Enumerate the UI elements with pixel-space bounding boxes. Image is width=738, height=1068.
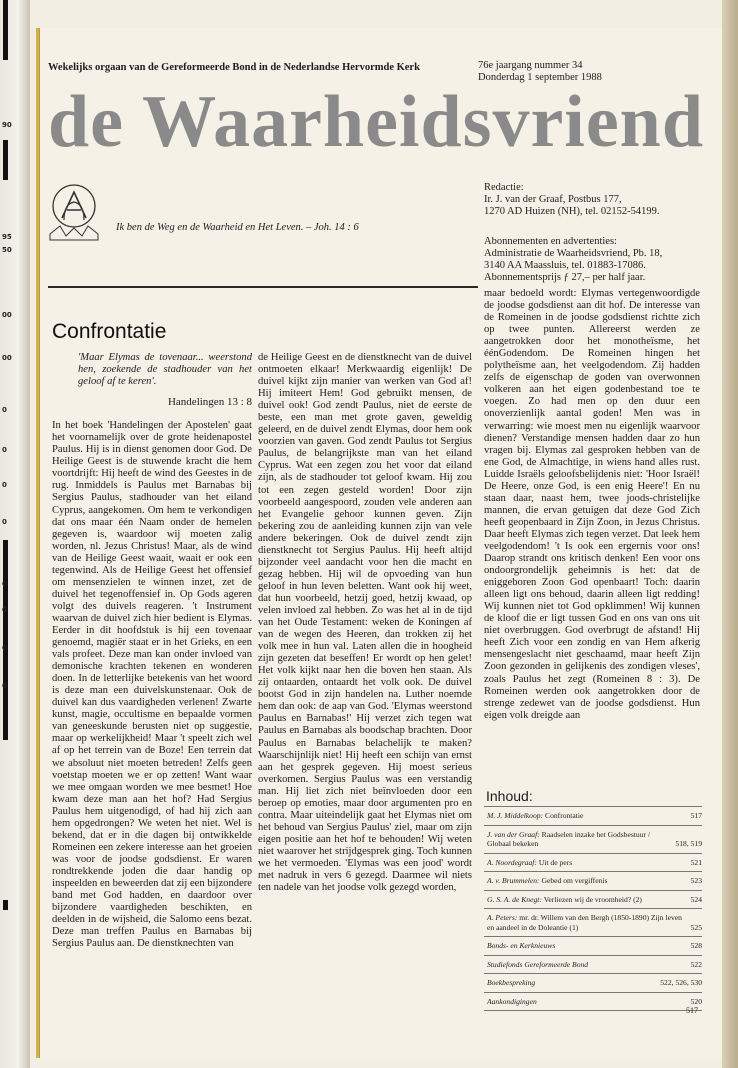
binding-strip [3,540,8,740]
article-text: maar bedoeld wordt: Elymas vertegenwoordigde de joodse godsdienst aan dit hof. De interesse van de Romeinen in de joodse godsdienst richtte zich op twee punten. Allereerst werden ze aangetrokken door het monotheïsme, het éénGodendom. De Romeinen hingen het polytheïsme aan, het veelgodendom. Zij hadden zelfs de eigenschap de goden van overwonnen volkeren aan het eigen godenbestand toe te voegen. Zo had men op den duur een onoverzienlijk aantal goden! Men was in verwarring: wie moest men nu eigenlijk waarvoor dienen? Verstandige mensen hadden daar zo hun vragen bij. Elymas zal gesproken hebben van de ene God, de Almachtige, in wiens hand alles rust. Luidde Israëls geloofsbelijdenis niet: 'Hoor Israël! De Heere, onze God, is een enig Heere'! En nu staan daar, naast hem, twee joods-christelijke mannen, die ervan getuigen dat deze God Zich heeft geopenbaard in Zijn Zoon, in Jezus Christus. Daar heeft Elymas zich tegen verzet. Dat leek hem veelgodendom! 't Is ook een ergernis voor ons! Daarop strandt ons kritisch denken! Een voor ons ondoorgrondelijk geheimnis is het: dat de eniggeboren Zoon God openbaart! Toch: daarin alleen ligt ons behoud, daarin alleen ligt redding! Wij kunnen niet tot God opklimmen! Wij kunnen de kloof die er ligt tussen God en ons van ons uit niet overbruggen. God overbrugt de afstand! Hij heeft Zich voor een zondig en van Hem afkerig mensengeslacht niet geschaamd, maar heeft Zijn Zoon gezonden in gelijkenis des zondigen vleses', zoals Paulus het zegt (Romeinen 8 : 3). De Romeinen werden ook aangetrokken door de strenge zedewet van de joodse godsdienst. Hun eigen volk dreigde aan [484,288,700,721]
binding-mark: 0 [2,481,7,489]
page-edge [722,0,738,1068]
article-column-1 [52,352,252,950]
article-column-3 [484,288,700,722]
masthead-tagline: Wekelijks orgaan van de Gereformeerde Bond in de Nederlandse Hervormde Kerk [48,62,420,73]
issue-date: Donderdag 1 september 1988 [478,72,602,83]
article-text: de Heilige Geest en de dienstknecht van de duivel ontmoeten elkaar! Merkwaardig eigenlijk! De duivel kijkt zijn manier van werken van God af! Hij imiteert Hem! God gebruikt mensen, de duivel ook! God zendt Paulus, niet de eerste de beste, een man met grote gaven, geweldig geleerd, en de duivel zendt Elymas, door hem ook voorzien van gaven. God zendt Paulus tot Sergius Paulus, de belangrijkste man van het eiland Cyprus. Wat een zegen zou het voor dat eiland zijn, als de stadhouder tot geloof kwam. Hij zou tot een zegen gesteld worden! Door zijn voorbeeld aangespoord, zouden vele anderen aan het Evangelie gehoor kunnen geven. Zijn bekering zou de aanleiding kunnen zijn van vele andere bekeringen. Ook de duivel zendt zijn dienstknecht tot Sergius Paulus. Hij heeft altijd bijzonder veel aandacht voor hen die macht en gezag hebben. Hij wil de opvoeding van hun geloof in hun leven beletten. Want ook hij weet, dat hun voorbeeld, hetzij goed, hetzij kwaad, op velen invloed zal hebben. Zo was het al in de tijd van het Oude Testament: weken de Koningen af van de wegen des Heeren, dan trokken zij het volk mee in hun val. Laten allen die in hoogheid zijn gezeten dat beseffen! Er wordt op hen gelet! Het volk kijkt naar hen die boven hen staan. Als zij ontaarden, ontaardt het volk ook. De duivel bootst God in zijn handelen na. Luther noemde hem dan ook: de aap van God. 'Elymas weerstond Paulus en Barnabas!' Hij verzet zich tegen wat Paulus en Barnabas als boodschap brachten. Door Paulus en Barnabas belachelijk te maken? Waarschijnlijk niet! Hij heeft een schijn van ernst aan het gesprek gegeven. Hij moest serieus overkomen. Sergius Paulus was een verstandig man. Hij liet zich niet beïnvloeden door een beroep op emoties, maar door argumenten pro en contra. Maar uiteindelijk gaat het Elymas niet om het behoud van Sergius Paulus' ziel, maar om zijn eigen positie aan het hof te behouden! Wij weten niet waarover het strijdgesprek ging. Toch kunnen we het vermoeden. 'Elymas was een jood' wordt met nadruk in vers 6 gezegd. Daarmee wil niets ten nadele van het joodse volk gezegd worden, [258,352,472,894]
binding-strip [3,900,8,910]
toc-item[interactable] [484,936,702,955]
toc-text: Boekbespreking [487,978,536,987]
issue-number: 76e jaargang nummer 34 [478,60,583,71]
toc-item[interactable] [484,908,702,936]
toc-item[interactable] [484,955,702,974]
page-number: 517 [686,1006,698,1015]
binding-mark: 0 [2,606,7,614]
toc-author: J. van der Graaf: [487,829,540,839]
article-title: Confrontatie [52,320,167,343]
toc-item[interactable] [484,992,702,1012]
toc-page: 528 [690,941,702,950]
toc-page: 517 [690,811,702,820]
toc-page: 523 [690,876,702,885]
binding-mark: 0 [2,446,7,454]
toc-item[interactable] [484,806,702,825]
binding-mark: 00 [2,311,12,319]
toc-text: Studiefonds Gereformeerde Bond [487,959,589,969]
article-epigraph: 'Maar Elymas de tovenaar... weerstond hen, zoekende de stadhouder van het geloof af te keren'. [78,352,252,388]
toc-page: 521 [690,857,702,867]
toc-page: 520 [690,996,702,1006]
binding-mark: 0 [2,518,7,526]
article-column-2 [258,352,472,894]
abonnementen-line: Administratie de Waarheidsvriend, Pb. 18, [484,248,663,259]
binding-mark: 00 [2,354,12,362]
toc-author: M. J. Middelkoop: [487,811,544,820]
binding-mark: 0 [2,580,7,588]
article-text: In het boek 'Handelingen der Apostelen' gaat het voornamelijk over de grote heidenapostel Paulus. Hij is in dienst genomen door God. De Heilige Geest is de stuwende kracht die hem voortdrijft: Hij heeft de wind des Geestes in de rug. Inmiddels is Paulus met Barnabas bij Sergius Paulus, stadhouder van het eiland Cyprus, aangekomen. Om hem te verkondigen dat ons maar één Naam onder de hemelen gegeven is, waardoor wij moeten zalig worden, nl. Jezus Christus! Maar, als de wind van de Heilige Geest waait, waait er ook een tegenwind. Als de Heilige Geest het offensief om mensenzielen te winnen inzet, zet de duivel het tegenoffensief in. Op Gods ageren volgt des duivels reageren. 't Instrument waarvan de duivel zich hier bedient is Elymas. Eerder in dit hoofdstuk is hij een tovenaar genoemd, magiër staat er in het Grieks, en een vals profeet. Deze man kan onder invloed van demonische krachten tekenen en wonderen doen. In de letterlijke betekenis van het woord is deze man een duivelskunstenaar. Ook de duivel kan dus vaardigheden verlenen! Zwarte kunst, magie, occultisme en bepaalde vormen van geneeskunde berusten niet op suggestie, maar op werkelijkheid! Maar 't speelt zich wel af op het terrein van de Boze! Een terrein dat we absoluut niet moeten betreden! Zelfs geen voetstap moeten we er op zetten! Want waar we mee omgaan worden we mee besmet! Hoe kwam deze man aan het hof? Had Sergius Paulus hem uitgenodigd, of had hij zich aan hem opgedrongen? We weten het niet. Wel is bekend, dat er in die dagen bij ontwikkelde Romeinen een zekere interesse aan het groeien was voor de joodse godsdienst. Er waren rondtrekkende joden die daar handig op inspeelden en beweerden dat zij een bijzondere band met God hadden, en daardoor over bijzondere vaardigheden beschikten, en deelden in de wijsheid, die Salomo eens bezat. Deze man treffen Paulus en Barnabas bij Sergius Paulus aan. De dienstknechten van [52,420,253,950]
binding-mark: 0 [2,682,7,690]
abonnementen-label: Abonnementen en advertenties: [484,236,617,247]
newspaper-title: de Waarheidsvriend [48,81,704,163]
binding-strip [3,140,8,180]
binding-mark: 95 [2,233,12,241]
abonnementen-block [484,236,662,284]
redactie-line: 1270 AD Huizen (NH), tel. 02152-54199. [484,206,660,217]
toc-item[interactable] [484,871,702,890]
toc-item[interactable] [484,825,702,853]
toc-text: Confrontatie [545,811,584,820]
abonnementen-line: Abonnementsprijs ƒ 27,– per half jaar. [484,272,646,283]
toc-text: mr. dr. Willem van den Bergh (1850-1890) Zijn leven en aandeel in de Doleantie (1) [487,913,682,932]
toc-page: 522 [690,959,702,969]
toc-text: Raadselen inzake het Godsbestuur / Globaal bekeken [487,829,651,848]
toc-text: Uit de pers [538,857,573,867]
header-rule [48,286,478,288]
binding-mark: 50 [2,246,12,254]
alpha-omega-logo-icon [48,182,100,244]
toc-text: Gebed om vergiffenis [541,876,608,885]
binding-mark: 0 [2,406,7,414]
toc-page: 522, 526, 530 [660,978,702,987]
binding-strip [3,0,8,60]
binding-mark: 90 [2,121,12,129]
toc-author: G. S. A. de Knegt: [487,894,542,904]
binding-mark: 0 [2,644,7,652]
toc-page: 518, 519 [675,839,702,848]
toc-item[interactable] [484,973,702,992]
redactie-label: Redactie: [484,182,524,193]
toc-text: Aankondigingen [487,996,537,1006]
redactie-line: Ir. J. van der Graaf, Postbus 177, [484,194,622,205]
toc-item[interactable] [484,853,702,872]
toc-page: 525 [690,922,702,932]
toc-author: A. Peters: [487,913,518,922]
motto: Ik ben de Weg en de Waarheid en Het Leven. – Joh. 14 : 6 [116,222,359,233]
toc-text: Verliezen wij de vroomheid? (2) [543,894,642,904]
toc-item[interactable] [484,890,702,909]
article-reference: Handelingen 13 : 8 [167,396,252,409]
abonnementen-line: 3140 AA Maassluis, tel. 01883-17086. [484,260,646,271]
toc-title: Inhoud: [486,788,533,804]
table-of-contents [484,806,702,1011]
toc-page: 524 [690,894,702,904]
binding-edge [0,0,30,1068]
toc-author: A. Noordegraaf: [487,857,537,867]
redactie-block [484,182,660,218]
toc-text: Bonds- en Kerknieuws [487,941,556,950]
toc-author: A. v. Brummelen: [487,876,540,885]
